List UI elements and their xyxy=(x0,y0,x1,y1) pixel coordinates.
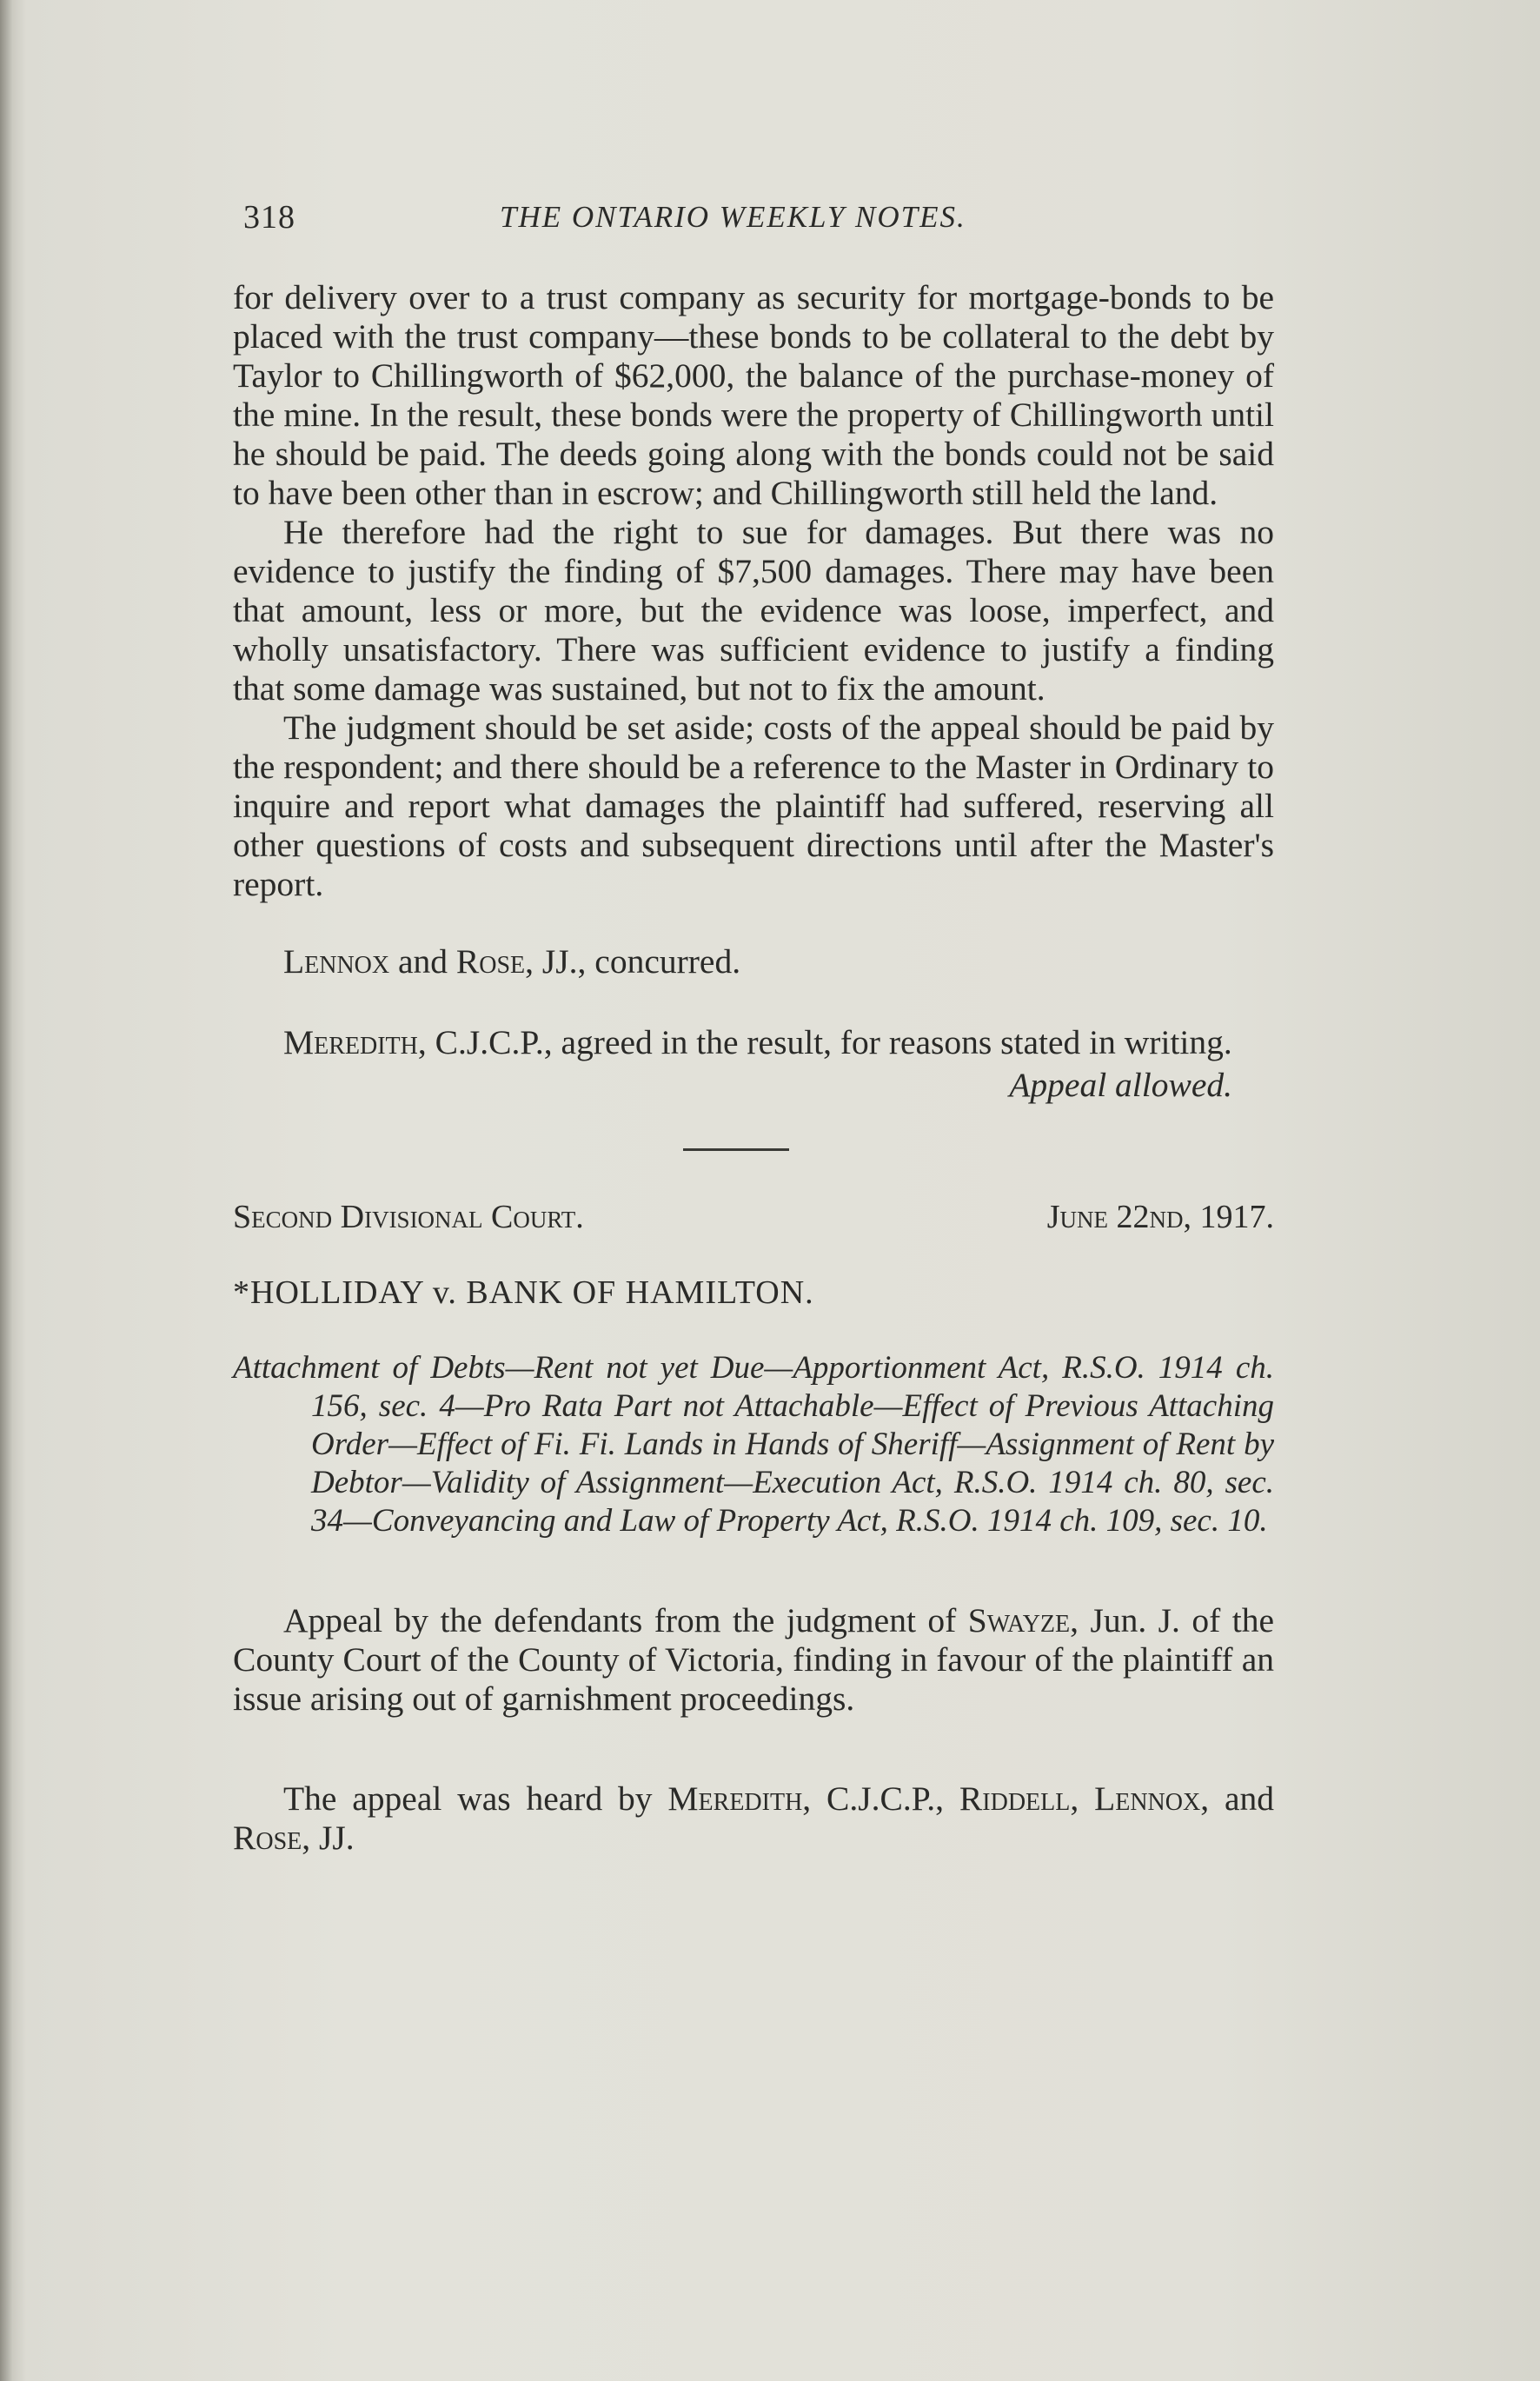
section-divider xyxy=(683,1148,789,1151)
paragraph-continuation: for delivery over to a trust company as security for mortgage-bonds to be placed with the trust company—these bonds to be collateral to the debt by Taylor to Chillingworth of $62,000, the balance of the purchase-money of the mine. In the result, these bonds were the property of Chillingworth until he should be paid. The deeds going along with the bonds could not be said to have been other than in escrow; and Chillingworth still held the land. xyxy=(233,278,1274,512)
judge-name: Rose xyxy=(455,942,526,981)
page-number: 318 xyxy=(243,199,295,236)
paragraph-meredith: Meredith, C.J.C.P., agreed in the result, for reasons stated in writing. xyxy=(283,1023,1232,1061)
judge-name: Meredith xyxy=(667,1779,803,1818)
paragraph-concurrence: Lennox and Rose, JJ., concurred. xyxy=(283,942,741,981)
appeal-result: Appeal allowed. xyxy=(1009,1066,1232,1104)
running-title: THE ONTARIO WEEKLY NOTES. xyxy=(500,200,966,234)
judge-name: Lennox xyxy=(1094,1779,1201,1818)
paragraph-appeal: Appeal by the defendants from the judgment of Swayze, Jun. J. of the County Court of the County of Victoria, finding in favour of the plaintiff an issue arising out of garnishment proceedings. xyxy=(233,1601,1274,1718)
paragraph-heard: The appeal was heard by Meredith, C.J.C.P., Riddell, Lennox, and Rose, JJ. xyxy=(233,1779,1274,1857)
case-title: *HOLLIDAY v. BANK OF HAMILTON. xyxy=(233,1274,814,1311)
judge-name: Lennox xyxy=(283,942,390,981)
judge-name: Rose xyxy=(233,1819,302,1857)
judge-name: Swayze xyxy=(967,1601,1071,1639)
court-line xyxy=(233,1198,1274,1237)
body-text xyxy=(233,278,1274,1858)
case-headnote: Attachment of Debts—Rent not yet Due—Apportionment Act, R.S.O. 1914 ch. 156, sec. 4—Pro Rata Part not Attachable—Effect of Previous Attaching Order—Effect of Fi. Fi. Lands in Hands of Sheriff—Assignment of Rent by Debtor—Validity of Assignment—Execution Act, R.S.O. 1914 ch. 80, sec. 34—Conveyancing and Law of Property Act, R.S.O. 1914 ch. 109, sec. 10. xyxy=(233,1350,1274,1539)
judge-name: Meredith xyxy=(283,1023,418,1061)
case-date: June 22nd, 1917. xyxy=(1046,1199,1274,1235)
paragraph-judgment: The judgment should be set aside; costs of the appeal should be paid by the respondent; and there should be a reference to the Master in Ordinary to inquire and report what damages the plaintiff had suffered, reserving all other questions of costs and subsequent directions until after the Master's report. xyxy=(233,708,1274,903)
page-header xyxy=(243,198,1286,250)
page-spine-shadow xyxy=(0,0,12,2381)
judge-name: Riddell xyxy=(959,1779,1071,1818)
paragraph-damages: He therefore had the right to sue for damages. But there was no evidence to justify the finding of $7,500 damages. There may have been that amount, less or more, but the evidence was loose, imperfect, and wholly unsatisfactory. There was sufficient evidence to justify a finding that some damage was sustained, but not to fix the amount. xyxy=(233,513,1274,708)
court-name: Second Divisional Court. xyxy=(233,1199,584,1235)
